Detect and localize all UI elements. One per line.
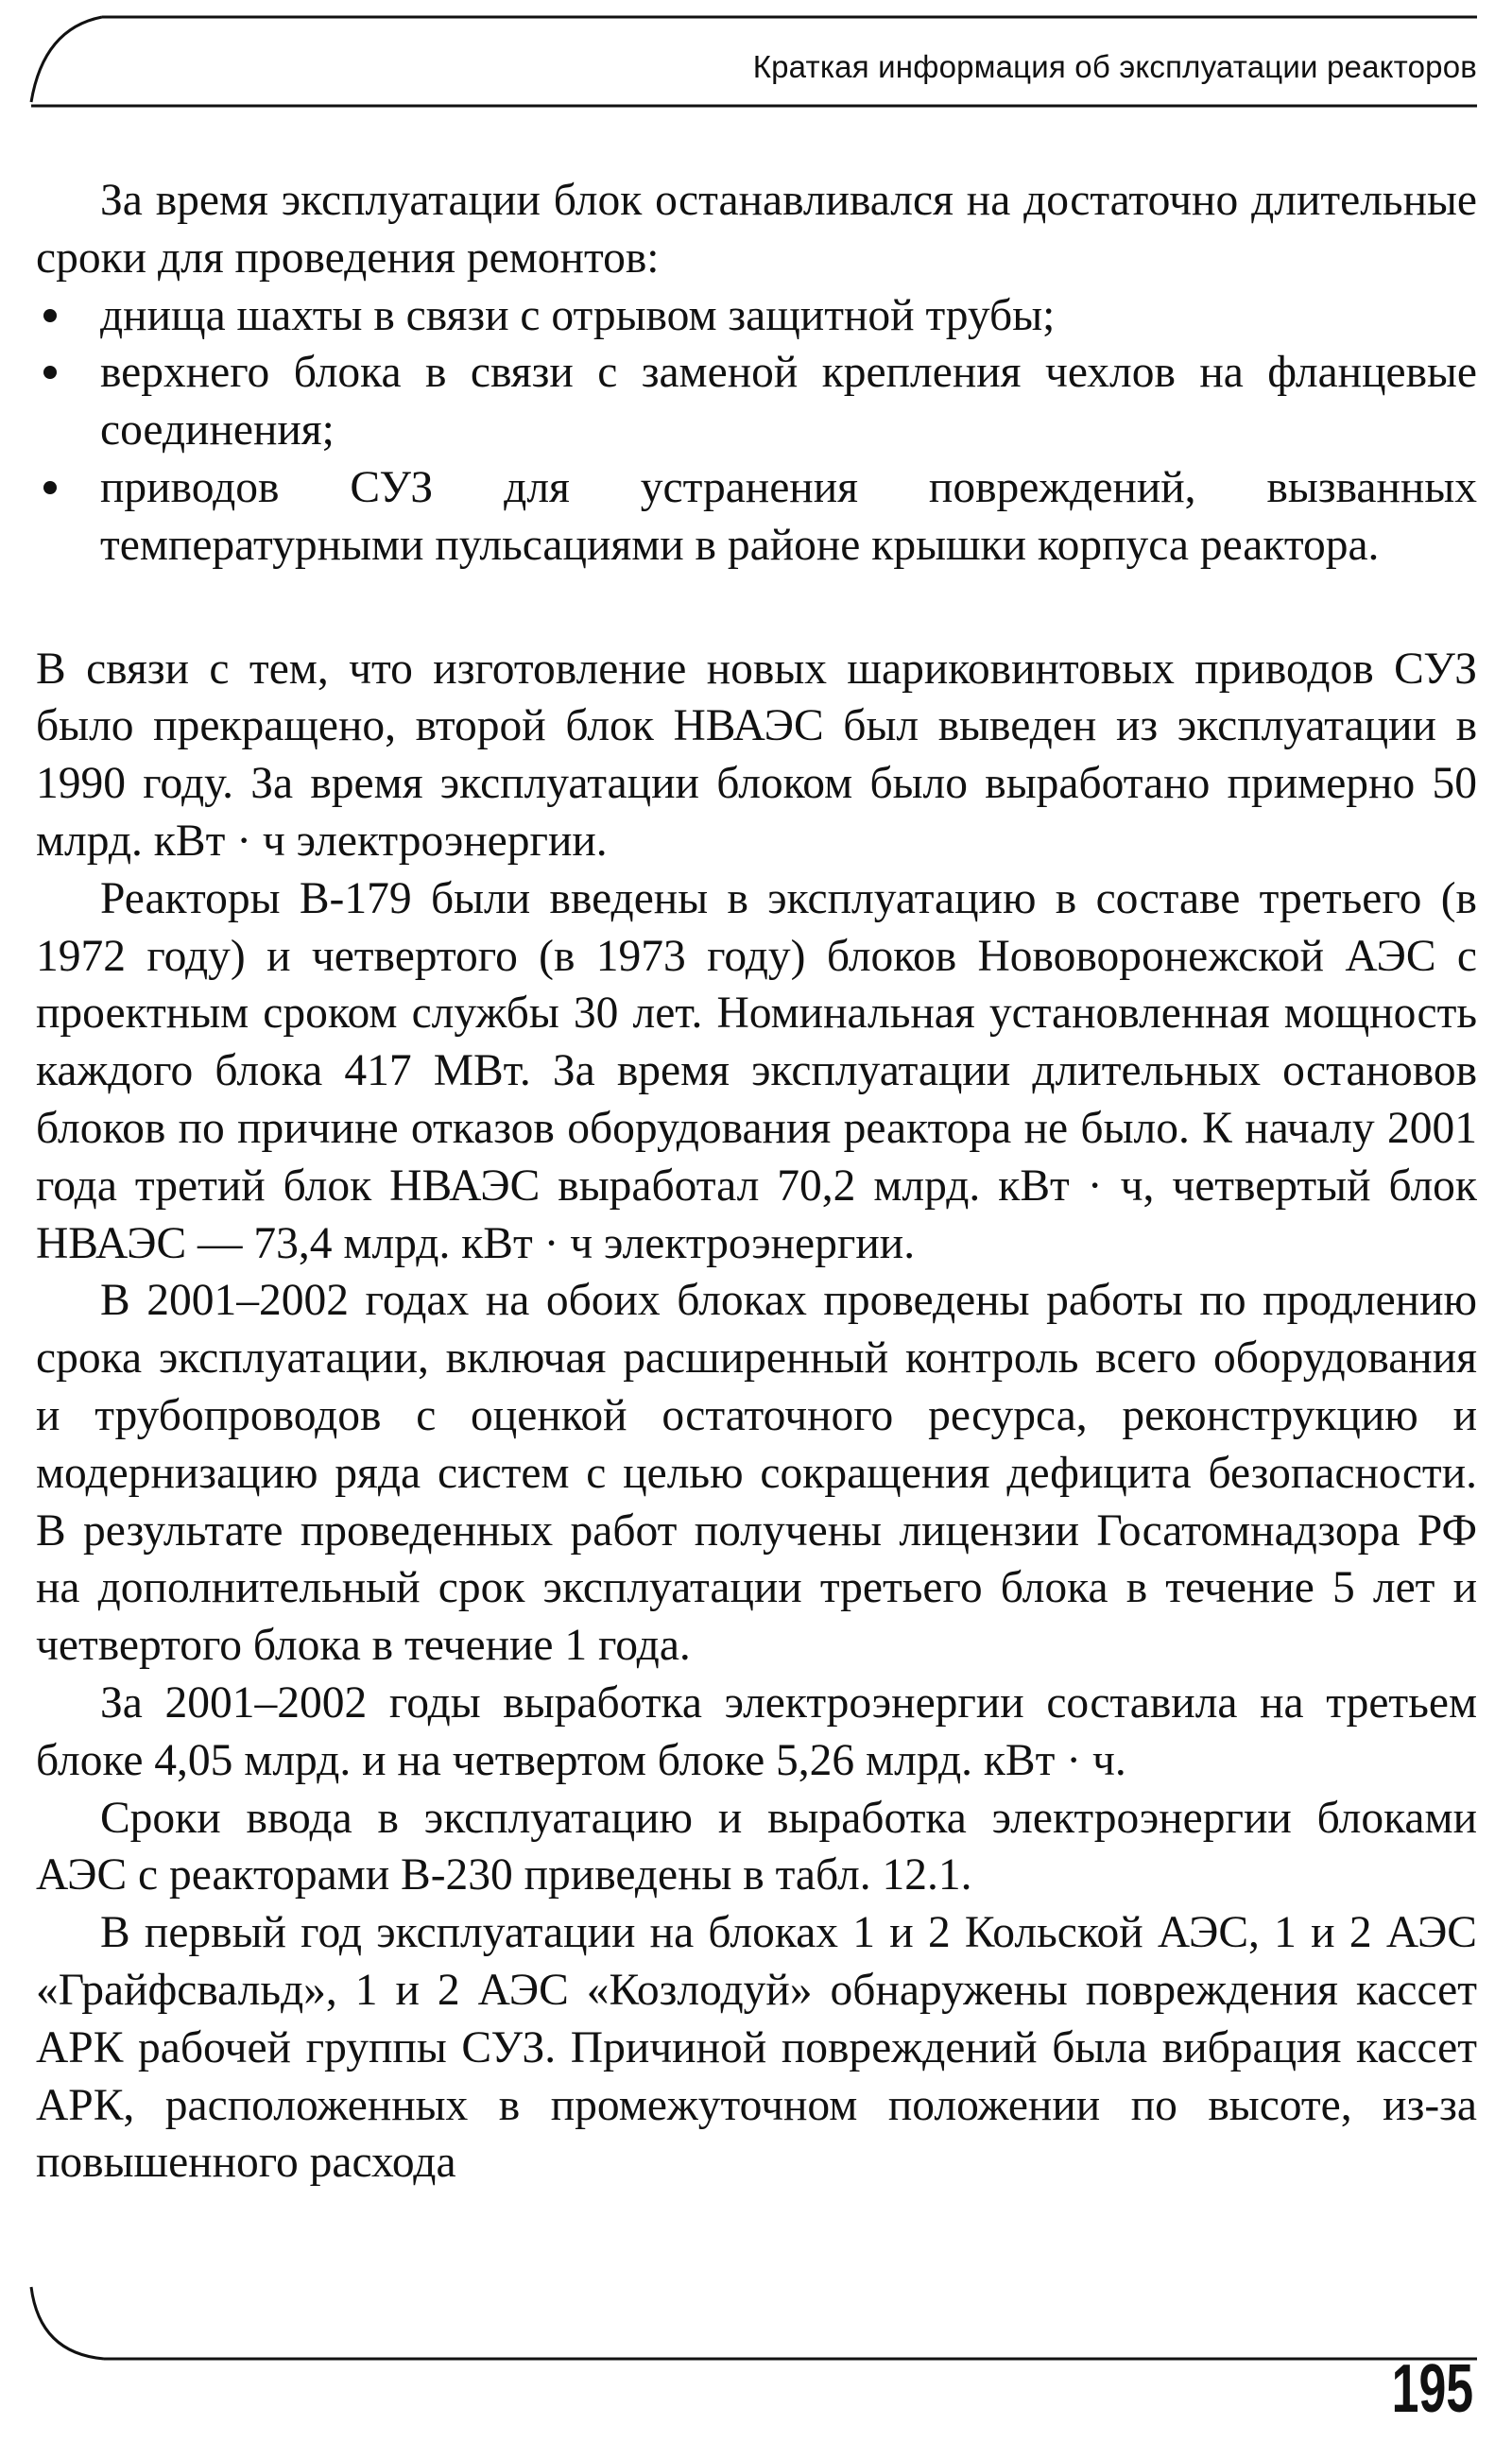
bullet-icon [43, 481, 57, 494]
main-text [36, 172, 1477, 2192]
intro-paragraph: За время эксплуатации блок останавливался на достаточно длительные сроки для проведения ремонтов: [36, 176, 1477, 283]
footer-corner-curve [31, 2287, 104, 2359]
list-item-text: днища шахты в связи с отрывом защитной трубы; [100, 290, 1056, 340]
list-item-text: приводов СУЗ для устранения повреждений, вызванных температурными пульсациями в районе крышки корпуса реактора. [100, 462, 1477, 570]
paragraph: В 2001–2002 годах на обоих блоках проведены работы по продлению срока эксплуатации, включая расширенный контроль всего оборудования и трубопроводов с оценкой остаточного ресурса, реконструкцию и модернизацию ряда систем с целью сокращения дефицита безопасности. В результате проведенных работ получены лицензии Госатомнадзора РФ на дополнительный срок эксплуатации третьего блока в течение 5 лет и четвертого блока в течение 1 года. [36, 1276, 1477, 1671]
list-item [36, 287, 1477, 345]
list-item-text: верхнего блока в связи с заменой крепления чехлов на фланцевые соединения; [100, 348, 1477, 456]
list-item [36, 459, 1477, 575]
repair-list [36, 287, 1477, 575]
list-item [36, 344, 1477, 459]
bullet-icon [43, 309, 57, 322]
paragraph: В первый год эксплуатации на блоках 1 и 2 Кольской АЭС, 1 и 2 АЭС «Грайфсвальд», 1 и 2 АЭС «Козлодуй» обнаружены повреждения кассет АРК рабочей группы СУЗ. Причиной повреждений была вибрация кассет АРК, расположенных в промежуточном положении по высоте, из-за повышенного расхода [36, 1908, 1477, 2188]
paragraph: В связи с тем, что изготовление новых шариковинтовых приводов СУЗ было прекращено, второй блок НВАЭС был выведен из эксплуатации в 1990 году. За время эксплуатации блоком было выработано примерно 50 млрд. кВт · ч электроэнергии. [36, 644, 1477, 866]
paragraph: Сроки ввода в эксплуатацию и выработка электроэнергии блоками АЭС с реакторами В-230 приведены в табл. 12.1. [36, 1793, 1477, 1900]
page-number: 195 [1391, 2351, 1473, 2427]
header-corner-curve [31, 17, 102, 102]
bullet-icon [43, 366, 57, 379]
paragraph: За 2001–2002 годы выработка электроэнергии составила на третьем блоке 4,05 млрд. и на четвертом блоке 5,26 млрд. кВт · ч. [36, 1677, 1477, 1785]
running-title: Краткая информация об эксплуатации реакторов [752, 49, 1477, 84]
paragraph: Реакторы В-179 были введены в эксплуатацию в составе третьего (в 1972 году) и четвертого (в 1973 году) блоков Нововоронежской АЭС с проектным сроком службы 30 лет. Номинальная установленная мощность каждого блока 417 МВт. За время эксплуатации длительных остановов блоков по причине отказов оборудования реактора не было. К началу 2001 года третий блок НВАЭС выработал 70,2 млрд. кВт · ч, четвертый блок НВАЭС — 73,4 млрд. кВт · ч электроэнергии. [36, 873, 1477, 1268]
